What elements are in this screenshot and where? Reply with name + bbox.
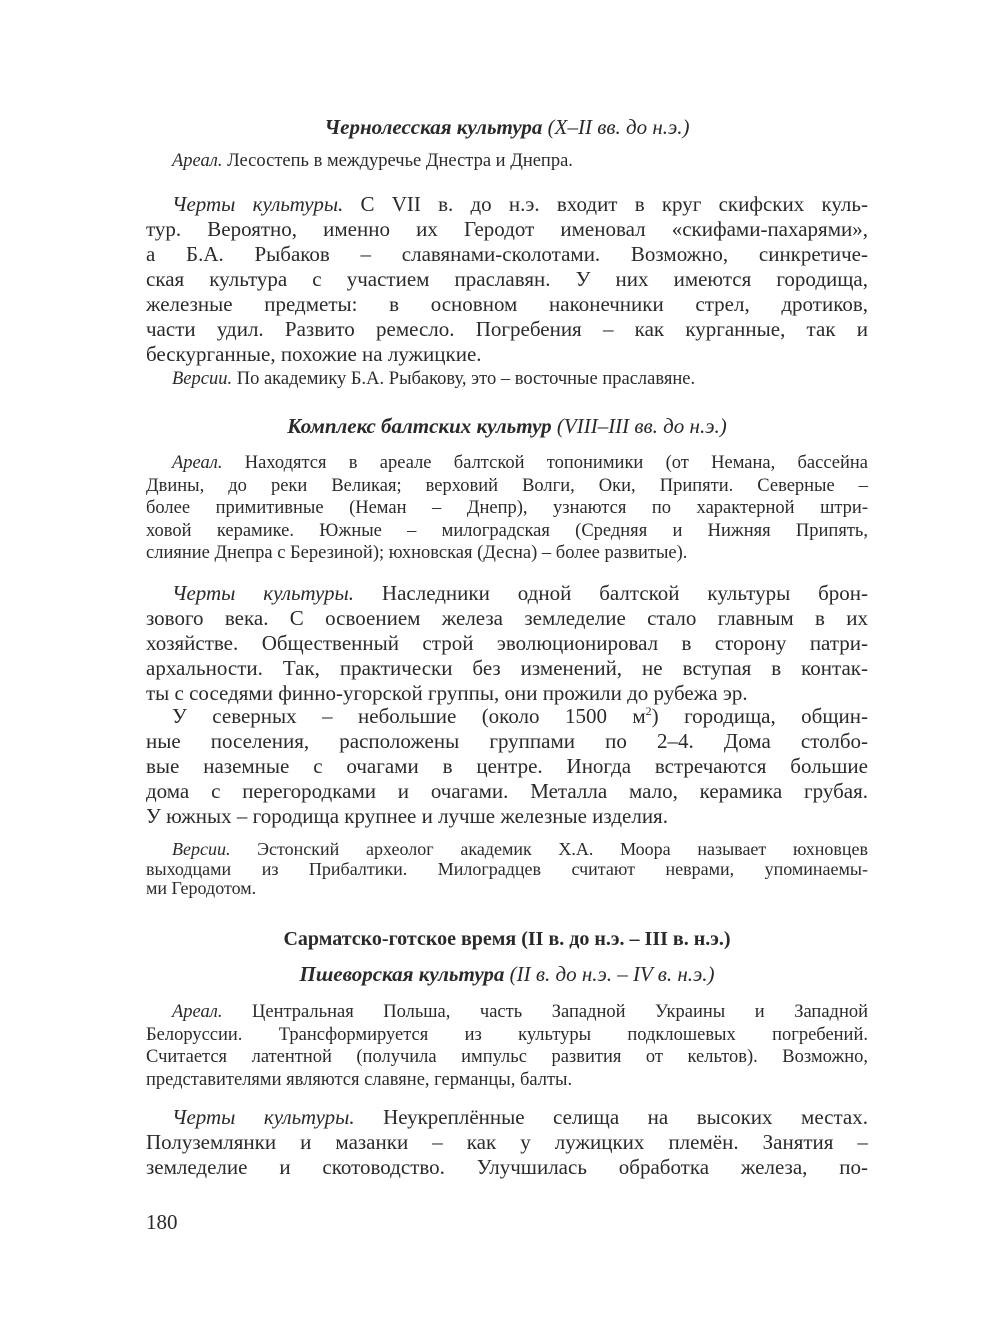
line-text: выходцами из Прибалтики. Милоградцев считают неврами, упоминаемы- xyxy=(146,858,868,879)
text-line xyxy=(146,520,868,543)
text-line xyxy=(146,150,868,173)
text-line xyxy=(146,1046,868,1069)
line-text: слияние Днепра с Березиной); юхновская (Десна) – более развитые). xyxy=(146,543,688,563)
line-text: ные поселения, расположены группами по 2–4. Дома столбо- xyxy=(146,729,868,753)
paragraph xyxy=(146,452,868,565)
paragraph-label: Версии. xyxy=(172,369,237,389)
text-line xyxy=(146,452,868,475)
text-line xyxy=(146,242,868,267)
line-text: более примитивные (Неман – Днепр), узнаются по характерной штри- xyxy=(146,498,868,518)
line-text: Неукреплённые селища на высоких местах. xyxy=(383,1105,869,1129)
line-text: Полуземлянки и мазанки – как у лужицких племён. Занятия – xyxy=(146,1130,868,1154)
line-text: У северных – небольшие (около 1500 м xyxy=(172,704,646,728)
text-line xyxy=(146,581,868,606)
text-line xyxy=(146,475,868,498)
paragraph xyxy=(146,1001,868,1091)
line-text: ская культура с участием праславян. У них имеются городища, xyxy=(146,267,868,291)
text-line xyxy=(146,779,868,804)
heading-date: (VIII–III вв. до н.э.) xyxy=(556,414,727,438)
line-text: Двины, до реки Великая; верховий Волги, Оки, Припяти. Северные – xyxy=(146,475,868,496)
line-text: тур. Вероятно, именно их Геродот именовал «скифами-пахарями», xyxy=(146,217,868,241)
paragraph xyxy=(146,1105,868,1180)
heading-name: Чернолесская культура xyxy=(324,115,543,139)
line-text: Наследники одной балтской культуры брон- xyxy=(381,581,869,605)
line-text: вые наземные с очагами в центре. Иногда встречаются большие xyxy=(146,754,868,778)
text-line: У северных – небольшие (около 1500 $м^2$) городища, общин- xyxy=(172,704,868,728)
text-line xyxy=(146,606,868,631)
heading-date: (X–II вв. до н.э.) xyxy=(547,115,690,139)
line-text: части удил. Развито ремесло. Погребения – как курганные, так и xyxy=(146,317,868,341)
line-text: Белоруссии. Трансформируется из культуры подклошевых погребений. xyxy=(146,1024,868,1045)
heading-date: (II в. до н.э. – IV в. н.э.) xyxy=(509,962,715,986)
paragraph-label: Ареал. xyxy=(172,151,228,171)
text-line xyxy=(146,1001,868,1024)
paragraph-label: Черты культуры. xyxy=(172,1105,384,1129)
paragraph-label: Ареал. xyxy=(172,453,245,473)
paragraph xyxy=(146,581,868,706)
line-text: представителями являются славяне, германцы, балты. xyxy=(146,1069,573,1090)
heading-name: Комплекс балтских культур xyxy=(287,414,552,438)
text-line xyxy=(146,542,868,565)
text-line xyxy=(146,342,868,367)
text-line xyxy=(146,656,868,681)
line-text: У южных – городища крупнее и лучше железные изделия. xyxy=(146,804,668,828)
paragraph xyxy=(146,150,868,173)
line-text: железные предметы: в основном наконечники стрел, дротиков, xyxy=(146,292,868,316)
paragraph-label: Черты культуры. xyxy=(172,581,382,605)
text-line xyxy=(146,729,868,754)
line-text: Центральная Польша, часть Западной Украины и Западной xyxy=(252,1002,869,1022)
text-line xyxy=(146,804,868,829)
text-line xyxy=(146,292,868,317)
line-text: архальности. Так, практически без изменений, не вступая в контак- xyxy=(146,656,868,680)
text-line xyxy=(146,317,868,342)
text-line xyxy=(146,497,868,520)
text-line xyxy=(146,1069,868,1092)
text-line xyxy=(146,368,868,391)
line-text: С VII в. до н.э. входит в круг скифских куль- xyxy=(360,192,868,216)
text-line xyxy=(146,631,868,656)
text-line xyxy=(146,1105,868,1130)
line-text: бескурганные, похожие на лужицкие. xyxy=(146,342,482,366)
text-line xyxy=(146,681,868,706)
line-text: ты с соседями финно-угорской группы, они прожили до рубежа эр. xyxy=(146,681,748,705)
line-text: Находятся в ареале балтской топонимики (от Немана, бассейна xyxy=(244,453,868,473)
line-text: ми Геродотом. xyxy=(146,878,257,898)
heading-przeworsk xyxy=(146,962,868,987)
paragraph-label: Ареал. xyxy=(172,1002,253,1022)
line-text: земледелие и скотоводство. Улучшилась обработка железа, по- xyxy=(146,1155,868,1179)
text-line xyxy=(146,879,868,899)
line-text: хозяйстве. Общественный строй эволюционировал в сторону патри- xyxy=(146,631,868,655)
text-line xyxy=(146,192,868,217)
paragraph xyxy=(146,704,868,829)
text-line xyxy=(146,267,868,292)
paragraph xyxy=(146,368,868,391)
text-line xyxy=(146,754,868,779)
line-text: ховой керамике. Южные – милоградская (Средняя и Нижняя Припять, xyxy=(146,520,868,541)
heading-baltic xyxy=(146,414,868,439)
heading-name: Пшеворская культура xyxy=(299,962,505,986)
paragraph-label: Версии. xyxy=(172,839,258,859)
paragraph xyxy=(146,192,868,367)
paragraph xyxy=(146,840,868,899)
text-line xyxy=(146,217,868,242)
text-line xyxy=(146,1155,868,1180)
line-text: Эстонский археолог академик Х.А. Моора называет юхновцев xyxy=(257,839,868,859)
line-text: зового века. С освоением железа земледелие стало главным в их xyxy=(146,606,868,630)
line-text: Считается латентной (получила импульс развития от кельтов). Возможно, xyxy=(146,1047,868,1067)
paragraph-label: Черты культуры. xyxy=(172,192,361,216)
line-text: По академику Б.А. Рыбакову, это – восточные праславяне. xyxy=(236,369,696,389)
page-number: 180 xyxy=(146,1210,178,1234)
line-text: а Б.А. Рыбаков – славянами-сколотами. Возможно, синкретиче- xyxy=(146,242,868,266)
text-line xyxy=(146,840,868,860)
line-text: Лесостепь в междуречье Днестра и Днепра. xyxy=(227,151,573,171)
heading-chernoles xyxy=(146,115,868,140)
text-line xyxy=(146,1024,868,1047)
text-line xyxy=(146,860,868,880)
text-line xyxy=(146,1130,868,1155)
line-text: дома с перегородками и очагами. Металла мало, керамика грубая. xyxy=(146,779,868,803)
section-heading: Сарматско-готское время (II в. до н.э. – III в. н.э.) xyxy=(283,928,731,950)
